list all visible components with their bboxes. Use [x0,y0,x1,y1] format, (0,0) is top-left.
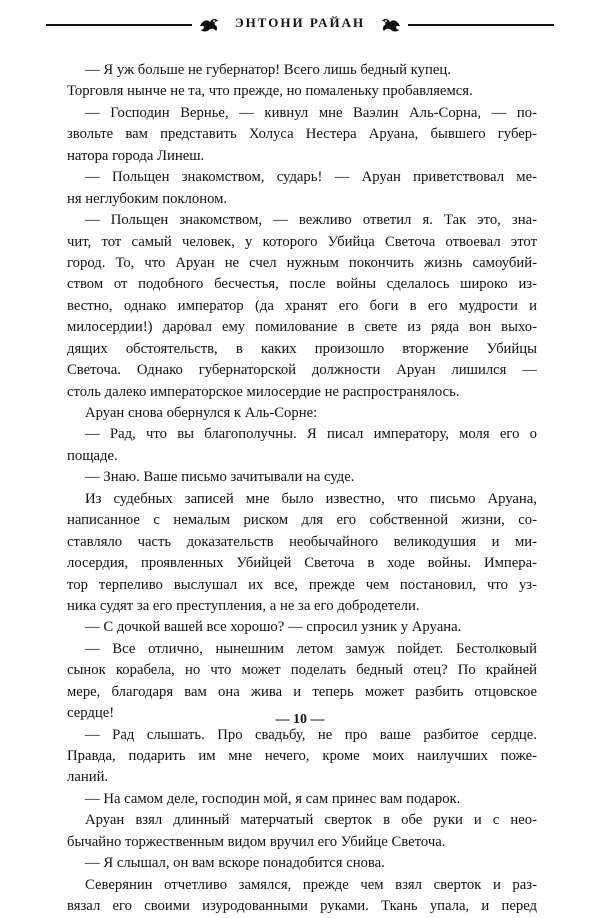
text-line: лосердия, проявленных Убийцей Светоча в ходе войны. Импера- [67,555,537,572]
text-line: вязал его своими изуродованными руками. Ткань упала, и перед [67,898,537,915]
text-line: — С дочкой вашей все хорошо? — спросил узник у Аруана. [85,619,462,636]
text-line: пощаде. [67,447,118,464]
text-line: дящих обстоятельств, в каких произошло вторжение Убийцы [67,340,537,357]
text-line: милосердии!) даровал ему помилование в свете из ряда вон выхо- [67,319,537,336]
text-line: город. То, что Аруан не счел нужным покончить жизнь самоубий- [67,254,537,271]
text-line: ставляло часть доказательств необычайного великодушия и ми- [67,533,537,550]
dragon-ornament-icon [198,14,220,36]
text-line: — Рад, что вы благополучны. Я писал императору, моля его о [85,426,537,443]
text-line: сердце! [67,705,115,722]
text-line: столь далеко императорское милосердие не распространялось. [67,383,460,400]
text-line: — Рад слышать. Про свадьбу, не про ваше разбитое сердце. [85,726,537,743]
text-line: — Все отлично, нынешним летом замуж пойдет. Бестолковый [85,640,537,657]
text-line: мере, благодаря вам она жива и теперь может разбить отцовское [67,683,537,700]
text-line: натора города Линеш. [67,147,205,164]
text-line: Торговля нынче не та, что прежде, но помаленьку пробавляемся. [67,83,473,100]
text-line: Правда, подарить им мне нечего, кроме моих наилучших поже- [67,748,537,764]
text-line: бычайно торжественным видом вручил его Убийце Светоча. [67,833,446,850]
text-line: ника судят за его преступления, а не за его добродетели. [67,597,420,614]
header-rule-right [408,24,554,26]
text-line: — Знаю. Ваше письмо зачитывали на суде. [85,469,355,486]
text-line: — Польщен знакомством, — вежливо ответил я. Так это, зна- [85,212,537,229]
text-line: написанное с немалым риском для его собственной жизни, со- [67,512,537,529]
text-line: ством от подобного бесчестья, после войны сделалось широко из- [67,276,537,293]
text-line: — На самом деле, господин мой, я сам принес вам подарок. [85,790,461,807]
text-line: — Господин Вернье, — кивнул мне Ваэлин Аль-Сорна, — по- [85,104,537,121]
text-line: Аруан взял длинный матерчатый сверток в обе руки и с нео- [85,812,537,829]
text-line: Северянин отчетливо замялся, прежде чем взял сверток и раз- [85,876,537,893]
text-line: Светоча. Однако губернаторской должности Аруан лишился — [67,362,537,379]
body-text [67,60,537,918]
text-line: сынок корабела, но что может поделать бедный отец? По крайней [67,662,537,679]
text-line: вестно, однако император (да хранят его боги в его мудрости и [67,297,537,314]
running-header [30,10,570,40]
text-line: Аруан снова обернулся к Аль-Сорне: [85,405,318,421]
text-line: — Польщен знакомством, сударь! — Аруан приветствовал ме- [85,169,537,186]
page-number: — 10 — [275,712,325,727]
text-line: тор терпеливо выслушал их все, прежде чем постановил, что уз- [67,576,537,593]
text-line: звольте вам представить Холуса Нестера Аруана, бывшего губер- [67,126,537,143]
header-rule-left [46,24,192,26]
text-line: — Я слышал, он вам вскоре понадобится снова. [85,855,385,872]
text-line: ня неглубоким поклоном. [67,190,228,207]
dragon-ornament-icon [380,14,402,36]
text-line: — Я уж больше не губернатор! Всего лишь бедный купец. [85,62,451,78]
text-line: Из судебных записей мне было известно, что письмо Аруана, [85,490,537,507]
text-line: ланий. [67,769,109,786]
text-line: чит, тот самый человек, у которого Убийца Светоча отвоевал этот [67,233,537,250]
header-title: ЭНТОНИ РАЙАН [234,15,366,30]
